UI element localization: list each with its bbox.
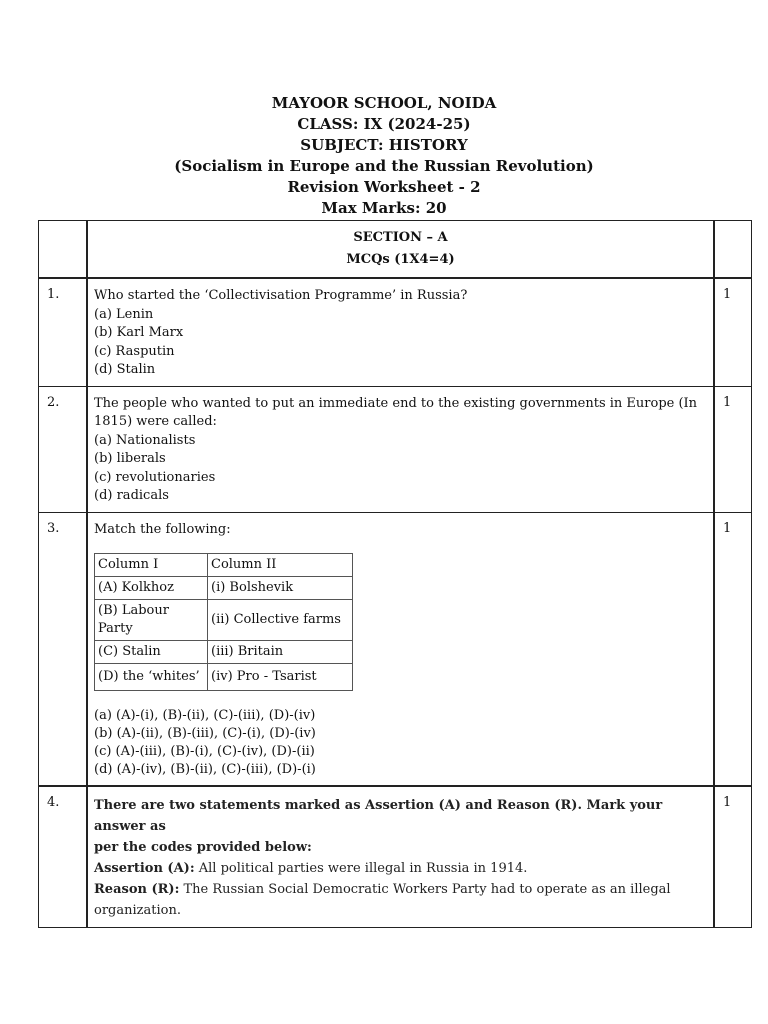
question-number: 1. <box>39 278 88 386</box>
match-table <box>94 553 353 691</box>
reason-text-line-1: The Russian Social Democratic Workers Party had to operate as an illegal <box>179 882 671 897</box>
option-b: (b) liberals <box>94 451 166 466</box>
section-row <box>39 221 752 279</box>
option-d: (d) radicals <box>94 488 169 503</box>
worksheet-title: Revision Worksheet - 2 <box>287 178 481 196</box>
match-row <box>95 664 353 691</box>
match-cell-column-1: (C) Stalin <box>95 641 208 664</box>
max-marks: Max Marks: 20 <box>321 199 447 217</box>
question-text-line-1: The people who wanted to put an immediate end to the existing governments in Europe (In <box>94 395 698 411</box>
assertion-line <box>94 858 707 879</box>
question-row-2 <box>39 386 752 512</box>
match-cell-column-2: (iii) Britain <box>208 641 353 664</box>
question-marks: 1 <box>714 786 752 928</box>
assertion-text: All political parties were illegal in Russia in 1914. <box>194 861 528 876</box>
question-content <box>87 786 714 928</box>
reason-line <box>94 879 707 900</box>
option-c: (c) revolutionaries <box>94 469 216 485</box>
section-title: SECTION – A <box>353 230 448 245</box>
match-cell-column-2: (i) Bolshevik <box>208 577 353 600</box>
section-subtitle: MCQs (1X4=4) <box>346 252 455 267</box>
match-cell-column-2: (ii) Collective farms <box>208 600 353 641</box>
option-c: (c) (A)-(iii), (B)-(i), (C)-(iv), (D)-(ii) <box>94 744 315 759</box>
assertion-reason-intro-line-1 <box>94 795 707 837</box>
option-a: (a) (A)-(i), (B)-(ii), (C)-(iii), (D)-(iv) <box>94 708 316 723</box>
match-cell-column-2: (iv) Pro - Tsarist <box>208 664 353 691</box>
subject-info: SUBJECT: HISTORY <box>300 136 468 154</box>
question-marks: 1 <box>714 512 752 786</box>
question-content <box>87 512 714 786</box>
question-marks: 1 <box>714 386 752 512</box>
topic-title: (Socialism in Europe and the Russian Revolution) <box>174 157 594 175</box>
option-d: (d) Stalin <box>94 362 156 377</box>
question-row-1 <box>39 278 752 386</box>
match-header-row <box>95 554 353 577</box>
intro-text-line-1: There are two statements marked as Assertion (A) and Reason (R). Mark your answer as <box>94 798 663 834</box>
question-marks: 1 <box>714 278 752 386</box>
question-number: 4. <box>39 786 88 928</box>
match-cell-column-1: (B) Labour Party <box>95 600 208 641</box>
intro-text-line-2: per the codes provided below: <box>94 840 312 855</box>
match-row <box>95 641 353 664</box>
option-a: (a) Lenin <box>94 306 154 322</box>
reason-text-line-2: organization. <box>94 903 181 918</box>
school-name: MAYOOR SCHOOL, NOIDA <box>271 94 497 112</box>
question-number: 2. <box>39 386 88 512</box>
question-text-line-2: 1815) were called: <box>94 414 217 429</box>
match-header-column-1: Column I <box>95 554 208 577</box>
assertion-reason-intro-line-2 <box>94 837 707 858</box>
worksheet-header <box>0 93 768 219</box>
match-header-column-2: Column II <box>208 554 353 577</box>
option-c: (c) Rasputin <box>94 343 175 359</box>
reason-label: Reason (R): <box>94 882 180 897</box>
question-number: 3. <box>39 512 88 786</box>
question-table <box>38 220 752 928</box>
match-row <box>95 600 353 641</box>
class-info: CLASS: IX (2024-25) <box>297 115 471 133</box>
option-b: (b) Karl Marx <box>94 325 184 340</box>
question-row-3 <box>39 512 752 786</box>
match-row <box>95 577 353 600</box>
question-row-4 <box>39 786 752 928</box>
section-heading-cell <box>87 221 714 279</box>
assertion-label: Assertion (A): <box>94 861 195 876</box>
reason-line-continued <box>94 900 707 921</box>
section-num-cell <box>39 221 88 279</box>
question-text: Match the following: <box>94 521 231 537</box>
match-cell-column-1: (A) Kolkhoz <box>95 577 208 600</box>
section-marks-cell <box>714 221 752 279</box>
option-b: (b) (A)-(ii), (B)-(iii), (C)-(i), (D)-(iv) <box>94 726 316 741</box>
match-cell-column-1: (D) the ‘whites’ <box>95 664 208 691</box>
option-d: (d) (A)-(iv), (B)-(ii), (C)-(iii), (D)-(i) <box>94 762 316 777</box>
option-a: (a) Nationalists <box>94 432 196 448</box>
question-content <box>87 278 714 386</box>
question-content <box>87 386 714 512</box>
question-text: Who started the ‘Collectivisation Programme’ in Russia? <box>94 288 468 303</box>
